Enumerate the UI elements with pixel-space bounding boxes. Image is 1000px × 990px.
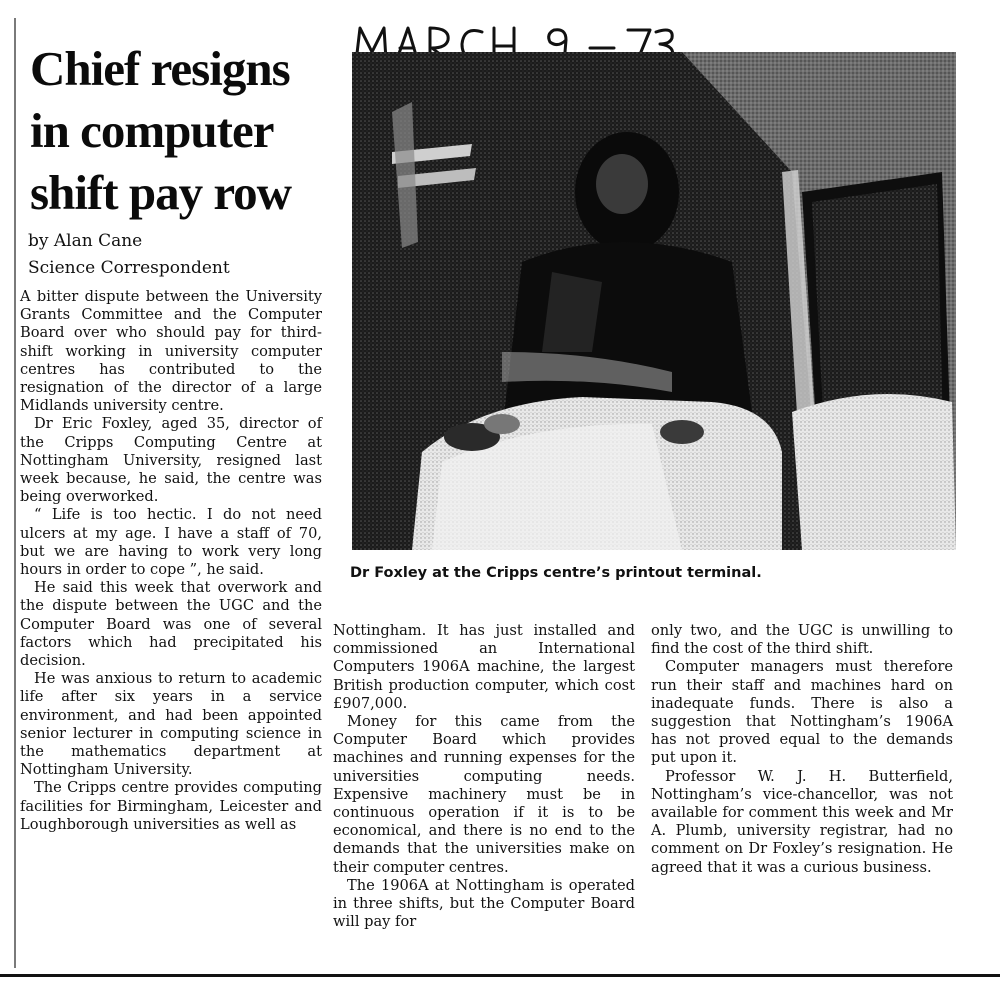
- photo-caption: Dr Foxley at the Cripps centre’s printout terminal.: [350, 565, 762, 581]
- paragraph: “ Life is too hectic. I do not need ulcers at my age. I have a staff of 70, but we are having to work very long hours in order to cope ”, he said.: [20, 506, 322, 579]
- paragraph: Computer managers must therefore run their staff and machines hard on inadequate funds. There is also a suggestion that Nottingham’s 1906A has not proved equal to the demands put upon it.: [651, 658, 953, 767]
- paragraph: Professor W. J. H. Butterfield, Nottingham’s vice-chancellor, was not available for comment this week and Mr A. Plumb, university registrar, had no comment on Dr Foxley’s resignation. He agreed that it was a curious business.: [651, 767, 953, 876]
- paragraph: A bitter dispute between the University Grants Committee and the Computer Board over who should pay for third-shift working in university computer centres has contributed to the resignation of the director of a large Midlands university centre.: [20, 288, 322, 415]
- bottom-rule: [0, 974, 1000, 977]
- paragraph: only two, and the UGC is unwilling to find the cost of the third shift.: [651, 622, 953, 658]
- paragraph: Nottingham. It has just installed and commissioned an International Computers 1906A machine, the largest British production computer, which cost £907,000.: [333, 622, 635, 712]
- byline-author: by Alan Cane: [28, 231, 143, 251]
- paragraph: The Cripps centre provides computing facilities for Birmingham, Leicester and Loughborough universities as well as: [20, 779, 322, 833]
- paragraph: He was anxious to return to academic life after six years in a service environment, and had been appointed senior lecturer in computing science in the mathematics department at Nottingham University.: [20, 670, 322, 779]
- paragraph: Money for this came from the Computer Board which provides machines and running expenses for the universities computing needs. Expensive machinery must be in continuous operation if it is to be economical, and there is no end to the demands that the universities make on their computer centres.: [333, 713, 635, 876]
- photo-illustration: [352, 52, 956, 550]
- photo-foxley-printout-terminal: [352, 52, 956, 550]
- paragraph: The 1906A at Nottingham is operated in three shifts, but the Computer Board will pay for: [333, 876, 635, 931]
- left-scan-edge: [14, 18, 16, 968]
- article-column-2: [333, 622, 635, 931]
- paragraph: Dr Eric Foxley, aged 35, director of the Cripps Computing Centre at Nottingham University, resigned last week because, he said, the centre was being overworked.: [20, 415, 322, 506]
- article-column-3: [651, 622, 953, 877]
- byline-block: [28, 228, 328, 282]
- paragraph: He said this week that overwork and the dispute between the UGC and the Computer Board was one of several factors which had precipitated his decision.: [20, 579, 322, 670]
- headline: Chief resigns in computer shift pay row: [30, 41, 292, 220]
- byline-role: Science Correspondent: [28, 258, 230, 278]
- article-column-1: [20, 288, 322, 834]
